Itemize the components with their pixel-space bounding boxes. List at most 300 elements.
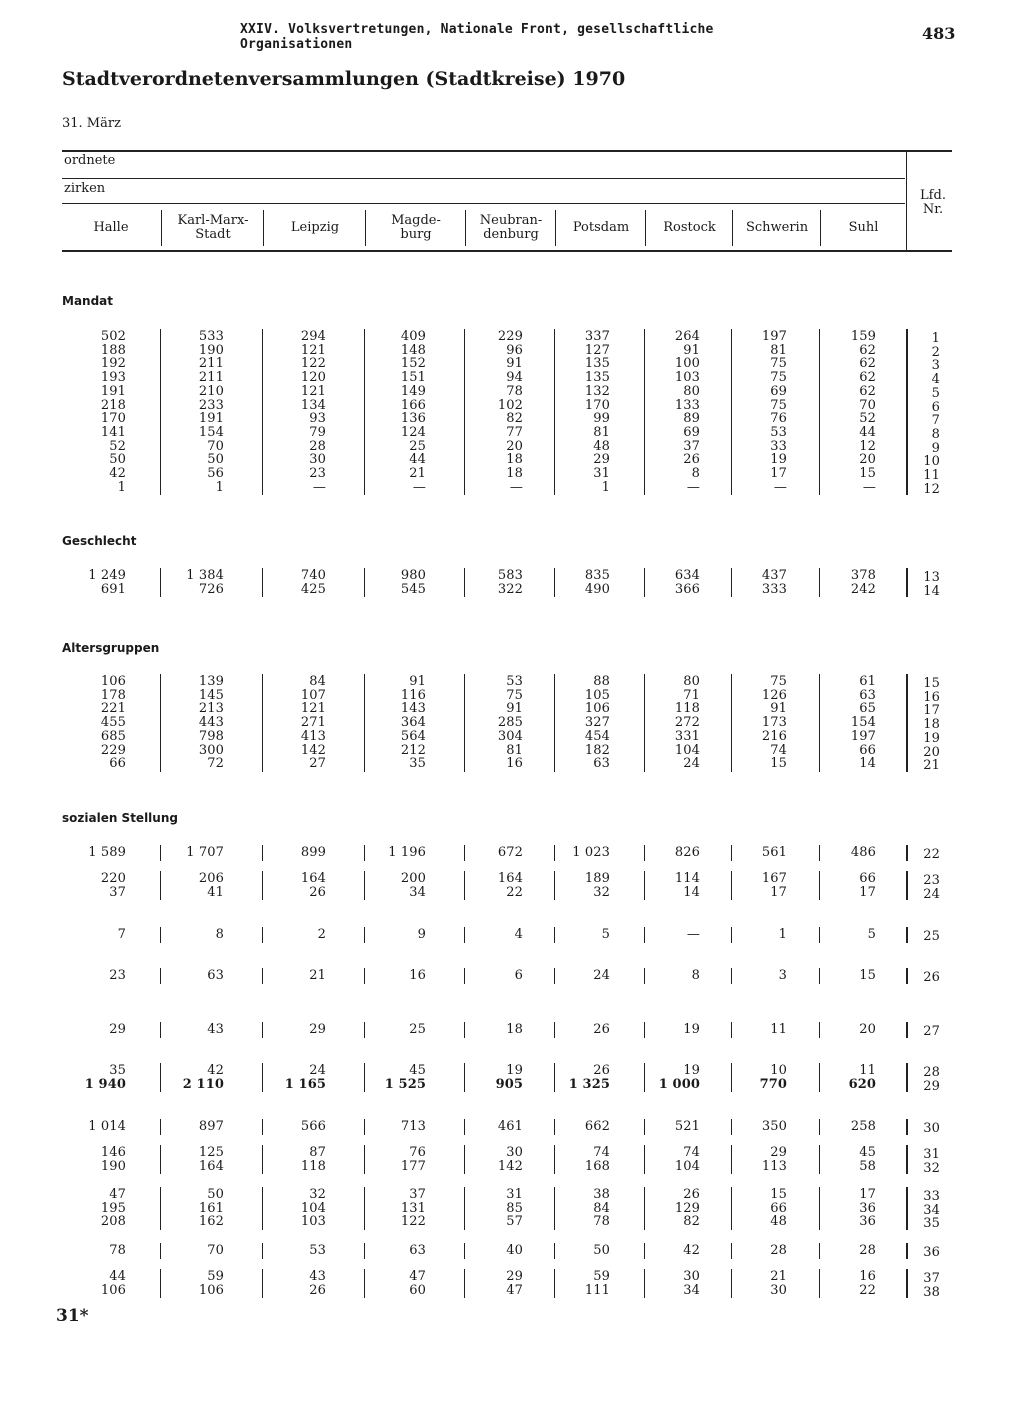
table-cell: 899	[300, 845, 326, 860]
table-cell: 75	[506, 687, 523, 703]
row-number: 29	[923, 1078, 940, 1094]
table-cell: 71	[683, 687, 700, 703]
table-cell: 211	[198, 370, 224, 386]
table-cell: 118	[300, 1158, 326, 1174]
table-cell: 70	[859, 397, 876, 413]
table-cell: 78	[593, 1214, 610, 1230]
table-cell: 70	[207, 438, 224, 454]
table-cell: 94	[506, 370, 523, 386]
table-cell: 7	[117, 927, 126, 942]
table-cell: 65	[859, 701, 876, 717]
table-cell: 15	[859, 466, 876, 481]
table-cell: 17	[770, 884, 787, 900]
row-number: 17	[923, 703, 940, 719]
table-cell: 75	[770, 397, 787, 413]
table-cell: 19	[683, 1022, 700, 1037]
table-cell: 100	[674, 356, 700, 372]
column-header	[556, 205, 646, 250]
table-cell: 76	[409, 1145, 426, 1160]
table-cell: 81	[770, 342, 787, 358]
table-cell: 76	[770, 411, 787, 427]
header-top-rule	[62, 150, 952, 152]
table-cell: 1 325	[568, 1076, 610, 1092]
table-cell: 905	[495, 1076, 523, 1092]
table-cell: 28	[859, 1243, 876, 1258]
table-cell: 45	[409, 1063, 426, 1078]
table-cell: 272	[674, 715, 700, 731]
header-bottom-rule	[62, 250, 952, 252]
table-cell: 333	[761, 581, 787, 597]
table-cell: 79	[309, 424, 326, 440]
table-cell: 190	[100, 1158, 126, 1174]
table-cell: 242	[850, 581, 876, 597]
table-cell: —	[312, 479, 326, 495]
table-cell: 62	[859, 383, 876, 399]
table-cell: 29	[109, 1022, 126, 1037]
table-cell: —	[412, 479, 426, 495]
table-cell: 521	[674, 1119, 700, 1134]
table-cell: —	[686, 927, 700, 942]
table-cell: 121	[300, 383, 326, 399]
table-cell: 63	[859, 687, 876, 703]
table-cell: 413	[300, 728, 326, 744]
table-cell: 141	[100, 424, 126, 440]
table-cell: 146	[100, 1145, 126, 1160]
row-number: 22	[923, 847, 940, 862]
table-cell: —	[509, 479, 523, 495]
table-cell: 72	[207, 756, 224, 772]
table-cell: 1 249	[88, 568, 126, 583]
row-number: 35	[923, 1216, 940, 1232]
table-cell: 52	[859, 411, 876, 427]
row-number: 4	[931, 372, 940, 388]
table-cell: 151	[400, 370, 426, 386]
table-cell: 135	[584, 370, 610, 386]
table-cell: 91	[506, 701, 523, 717]
table-cell: 82	[506, 411, 523, 427]
table-cell: 327	[584, 715, 610, 731]
table-cell: 59	[207, 1269, 224, 1284]
row-number: 8	[931, 426, 940, 442]
table-cell: 132	[584, 383, 610, 399]
row-number: 24	[923, 886, 940, 902]
row-number: 32	[923, 1160, 940, 1176]
column-header	[646, 205, 733, 250]
table-cell: 62	[859, 356, 876, 372]
table-cell: 19	[506, 1063, 523, 1078]
table-cell: 63	[207, 968, 224, 983]
table-cell: 41	[207, 884, 224, 900]
table-cell: 78	[506, 383, 523, 399]
table-cell: 233	[198, 397, 224, 413]
table-cell: 9	[417, 927, 426, 942]
table-cell: 106	[100, 674, 126, 689]
table-cell: 91	[683, 342, 700, 358]
table-cell: 443	[198, 715, 224, 731]
table-cell: 19	[683, 1063, 700, 1078]
table-cell: 75	[770, 370, 787, 386]
table-cell: 691	[100, 581, 126, 597]
table-cell: 75	[770, 356, 787, 372]
table-cell: 620	[848, 1076, 876, 1092]
table-cell: 10	[770, 1063, 787, 1078]
table-cell: 145	[198, 687, 224, 703]
table-cell: 167	[761, 871, 787, 886]
table-cell: 52	[109, 438, 126, 454]
table-cell: 192	[100, 356, 126, 372]
table-cell: 28	[309, 438, 326, 454]
table-cell: 62	[859, 342, 876, 358]
column-header-separator	[465, 210, 466, 246]
table-cell: 980	[400, 568, 426, 583]
row-number: 33	[923, 1189, 940, 1204]
table-cell: 57	[506, 1214, 523, 1230]
table-cell: 1 196	[388, 845, 426, 860]
table-cell: 182	[584, 742, 610, 758]
table-cell: —	[862, 479, 876, 495]
row-number: 14	[923, 583, 940, 599]
table-cell: 322	[497, 581, 523, 597]
header-row2-label: zirken	[64, 181, 106, 196]
table-cell: 106	[584, 701, 610, 717]
table-cell: 120	[300, 370, 326, 386]
table-cell: 84	[593, 1200, 610, 1216]
table-cell: 454	[584, 728, 610, 744]
table-cell: 37	[109, 884, 126, 900]
table-cell: 36	[859, 1214, 876, 1230]
table-cell: 726	[198, 581, 224, 597]
table-cell: 143	[400, 701, 426, 717]
table-cell: 40	[506, 1243, 523, 1258]
table-cell: 662	[584, 1119, 610, 1134]
table-cell: 149	[400, 383, 426, 399]
table-cell: 285	[497, 715, 523, 731]
table-cell: 53	[770, 424, 787, 440]
table-cell: 60	[409, 1282, 426, 1298]
table-cell: 15	[770, 1187, 787, 1202]
table-cell: 177	[400, 1158, 426, 1174]
row-number: 20	[923, 744, 940, 760]
table-cell: 45	[859, 1145, 876, 1160]
row-number: 27	[923, 1024, 940, 1039]
table-cell: 26	[309, 1282, 326, 1298]
table-cell: 48	[593, 438, 610, 454]
table-cell: 18	[506, 452, 523, 468]
table-cell: 770	[759, 1076, 787, 1092]
table-cell: 21	[770, 1269, 787, 1284]
column-header-separator	[732, 210, 733, 246]
table-cell: 533	[198, 329, 224, 344]
table-cell: 74	[683, 1145, 700, 1160]
table-cell: 212	[400, 742, 426, 758]
table-cell: 118	[674, 701, 700, 717]
table-cell: 1 707	[186, 845, 224, 860]
table-cell: 561	[761, 845, 787, 860]
table-cell: 36	[859, 1200, 876, 1216]
table-cell: 32	[593, 884, 610, 900]
table-cell: 5	[601, 927, 610, 942]
table-cell: 121	[300, 342, 326, 358]
column-header-label: Leipzig	[290, 219, 340, 235]
table-cell: 564	[400, 728, 426, 744]
table-cell: 11	[770, 1022, 787, 1037]
table-cell: 264	[674, 329, 700, 344]
table-cell: 19	[770, 452, 787, 468]
table-cell: 53	[506, 674, 523, 689]
table-cell: 154	[198, 424, 224, 440]
header-row1-label: ordnete	[64, 153, 116, 168]
row-number: 19	[923, 730, 940, 746]
column-header	[733, 205, 821, 250]
table-cell: 1 000	[658, 1076, 700, 1092]
row-number: 3	[931, 358, 940, 374]
row-number: 21	[923, 758, 940, 774]
table-cell: 437	[761, 568, 787, 583]
table-cell: 300	[198, 742, 224, 758]
table-cell: 134	[300, 397, 326, 413]
table-cell: 74	[593, 1145, 610, 1160]
table-cell: 1 384	[186, 568, 224, 583]
table-cell: 23	[309, 466, 326, 481]
table-cell: 30	[683, 1269, 700, 1284]
table-cell: 87	[309, 1145, 326, 1160]
table-cell: 21	[409, 466, 426, 481]
table-cell: 213	[198, 701, 224, 717]
table-cell: 70	[207, 1243, 224, 1258]
table-cell: 44	[409, 452, 426, 468]
table-cell: 31	[506, 1187, 523, 1202]
table-cell: 195	[100, 1200, 126, 1216]
table-cell: 4	[514, 927, 523, 942]
table-cell: 11	[859, 1063, 876, 1078]
row-number: 5	[931, 385, 940, 401]
table-cell: 8	[691, 466, 700, 481]
table-cell: 15	[770, 756, 787, 772]
table-cell: 58	[859, 1158, 876, 1174]
table-cell: 42	[207, 1063, 224, 1078]
table-cell: 378	[850, 568, 876, 583]
row-number: 11	[923, 468, 940, 483]
table-cell: 135	[584, 356, 610, 372]
table-cell: 26	[309, 884, 326, 900]
table-cell: 91	[409, 674, 426, 689]
table-cell: 69	[770, 383, 787, 399]
column-header-separator	[645, 210, 646, 246]
column-header-separator	[820, 210, 821, 246]
table-cell: 127	[584, 342, 610, 358]
table-cell: 56	[207, 466, 224, 481]
table-cell: 164	[300, 871, 326, 886]
table-cell: 24	[593, 968, 610, 983]
table-cell: 218	[100, 397, 126, 413]
table-cell: 104	[674, 1158, 700, 1174]
table-cell: 50	[109, 452, 126, 468]
table-cell: 44	[859, 424, 876, 440]
table-cell: 20	[859, 1022, 876, 1037]
column-header-label: Suhl	[848, 219, 879, 235]
row-number: 31	[923, 1147, 940, 1162]
table-cell: 159	[850, 329, 876, 344]
table-cell: 22	[506, 884, 523, 900]
table-cell: 69	[683, 424, 700, 440]
table-cell: 107	[300, 687, 326, 703]
table-cell: 17	[770, 466, 787, 481]
table-cell: 189	[584, 871, 610, 886]
table-cell: 191	[198, 411, 224, 427]
table-cell: 105	[584, 687, 610, 703]
table-cell: 634	[674, 568, 700, 583]
table-cell: 80	[683, 674, 700, 689]
table-cell: 148	[400, 342, 426, 358]
table-cell: 12	[859, 438, 876, 454]
table-cell: 30	[770, 1282, 787, 1298]
table-cell: 583	[497, 568, 523, 583]
table-cell: 191	[100, 383, 126, 399]
table-cell: 28	[770, 1243, 787, 1258]
table-cell: 16	[859, 1269, 876, 1284]
table-cell: 102	[497, 397, 523, 413]
table-cell: 111	[584, 1282, 610, 1298]
table-cell: 713	[400, 1119, 426, 1134]
table-cell: 50	[593, 1243, 610, 1258]
row-number: 25	[923, 929, 940, 944]
table-cell: 5	[867, 927, 876, 942]
table-cell: 62	[859, 370, 876, 386]
table-cell: 25	[409, 438, 426, 454]
row-number: 12	[923, 481, 940, 497]
table-cell: 166	[400, 397, 426, 413]
table-cell: 455	[100, 715, 126, 731]
table-cell: 30	[309, 452, 326, 468]
table-cell: 89	[683, 411, 700, 427]
table-cell: 1 940	[84, 1076, 126, 1092]
table-cell: 206	[198, 871, 224, 886]
table-cell: 221	[100, 701, 126, 717]
table-cell: —	[686, 479, 700, 495]
table-cell: 59	[593, 1269, 610, 1284]
lfd-separator	[906, 152, 907, 250]
table-cell: 409	[400, 329, 426, 344]
section-label: Altersgruppen	[62, 641, 160, 655]
table-cell: 27	[309, 756, 326, 772]
table-cell: 129	[674, 1200, 700, 1216]
table-cell: 14	[859, 756, 876, 772]
table-cell: 178	[100, 687, 126, 703]
table-cell: 126	[761, 687, 787, 703]
table-cell: 1 525	[384, 1076, 426, 1092]
table-cell: 162	[198, 1214, 224, 1230]
row-number: 16	[923, 689, 940, 705]
row-number: 6	[931, 399, 940, 415]
table-cell: 75	[770, 674, 787, 689]
section-label: sozialen Stellung	[62, 811, 178, 825]
table-cell: 26	[593, 1022, 610, 1037]
table-cell: 104	[674, 742, 700, 758]
table-cell: 15	[859, 968, 876, 983]
section-label: Geschlecht	[62, 534, 137, 548]
table-cell: 1 165	[284, 1076, 326, 1092]
table-cell: 1 014	[88, 1119, 126, 1134]
row-number: 1	[931, 331, 940, 346]
table-cell: 34	[683, 1282, 700, 1298]
page-title: Stadtverordnetenversammlungen (Stadtkreise) 1970	[62, 68, 626, 90]
row-number: 10	[923, 454, 940, 470]
column-header	[264, 205, 366, 250]
table-cell: 170	[100, 411, 126, 427]
table-cell: 74	[770, 742, 787, 758]
table-cell: 486	[850, 845, 876, 860]
table-cell: 47	[109, 1187, 126, 1202]
column-header-label: Rostock	[663, 219, 716, 235]
table-cell: 43	[207, 1022, 224, 1037]
table-cell: 106	[100, 1282, 126, 1298]
table-cell: 566	[300, 1119, 326, 1134]
table-cell: 20	[506, 438, 523, 454]
table-cell: 8	[215, 927, 224, 942]
table-cell: 35	[109, 1063, 126, 1078]
header-rule-2	[62, 178, 905, 179]
table-cell: 161	[198, 1200, 224, 1216]
row-number: 2	[931, 344, 940, 360]
table-cell: 425	[300, 581, 326, 597]
table-cell: 44	[109, 1269, 126, 1284]
table-cell: 31	[593, 466, 610, 481]
table-cell: 193	[100, 370, 126, 386]
table-cell: 42	[109, 466, 126, 481]
table-cell: 88	[593, 674, 610, 689]
header-rule-3	[62, 203, 905, 204]
column-header-label: Magde- burg	[391, 212, 441, 242]
table-cell: 25	[409, 1022, 426, 1037]
table-cell: 77	[506, 424, 523, 440]
table-cell: 125	[198, 1145, 224, 1160]
row-number: 34	[923, 1202, 940, 1218]
table-cell: 220	[100, 871, 126, 886]
column-header-label: Halle	[93, 219, 129, 235]
table-cell: 6	[514, 968, 523, 983]
table-cell: 96	[506, 342, 523, 358]
table-cell: 26	[683, 1187, 700, 1202]
column-header-label: Neubran- denburg	[479, 212, 543, 242]
table-cell: 200	[400, 871, 426, 886]
table-cell: 164	[497, 871, 523, 886]
table-cell: 1	[601, 479, 610, 495]
table-cell: 114	[674, 871, 700, 886]
table-cell: 20	[859, 452, 876, 468]
table-cell: 26	[593, 1063, 610, 1078]
table-cell: 47	[506, 1282, 523, 1298]
table-cell: 835	[584, 568, 610, 583]
table-cell: 502	[100, 329, 126, 344]
table-cell: 26	[683, 452, 700, 468]
table-cell: 337	[584, 329, 610, 344]
table-cell: —	[773, 479, 787, 495]
table-cell: 63	[593, 756, 610, 772]
table-cell: 142	[497, 1158, 523, 1174]
table-cell: 136	[400, 411, 426, 427]
column-header-label: Potsdam	[572, 219, 630, 235]
table-cell: 1	[778, 927, 787, 942]
table-cell: 116	[400, 687, 426, 703]
table-cell: 50	[207, 1187, 224, 1202]
table-cell: 33	[770, 438, 787, 454]
table-cell: 81	[593, 424, 610, 440]
table-cell: 42	[683, 1243, 700, 1258]
table-cell: 197	[850, 728, 876, 744]
table-cell: 81	[506, 742, 523, 758]
table-cell: 350	[761, 1119, 787, 1134]
row-number: 38	[923, 1284, 940, 1300]
